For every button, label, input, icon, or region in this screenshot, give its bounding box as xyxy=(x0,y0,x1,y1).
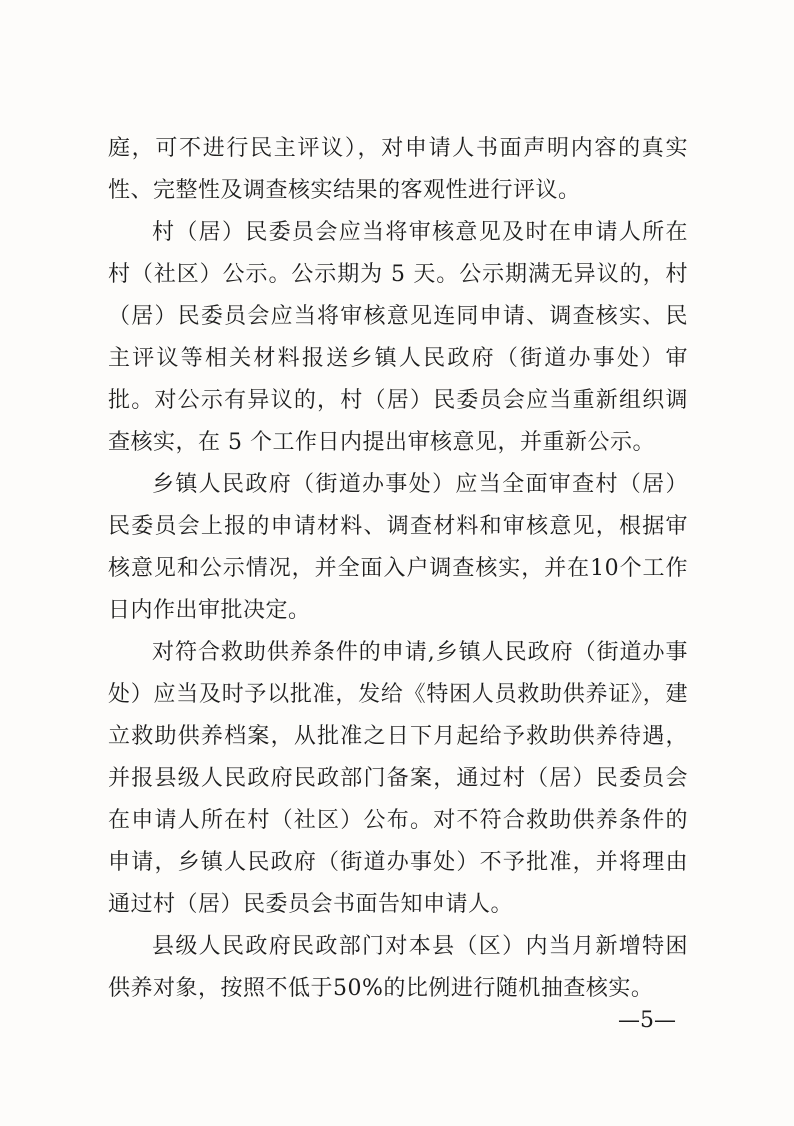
paragraph-township-review: 乡镇人民政府（街道办事处）应当全面审查村（居）民委员会上报的申请材料、调查材料和审核意见，根据审核意见和公示情况，并全面入户调查核实，并在10个工作日内作出审批决定。 xyxy=(108,472,688,623)
paragraph-approval: 对符合救助供养条件的申请,乡镇人民政府（街道办事处）应当及时予以批准，发给《特困人员救助供养证》，建立救助供养档案，从批准之日下月起给予救助供养待遇，并报县级人民政府民政部门备案，通过村（居）民委员会在申请人所在村（社区）公布。对不符合救助供养条件的申请，乡镇人民政府（街道办事处）不予批准，并将理由通过村（居）民委员会书面告知申请人。 xyxy=(108,640,688,917)
paragraph-evaluation: 庭，可不进行民主评议），对申请人书面声明内容的真实性、完整性及调查核实结果的客观性进行评议。 xyxy=(108,136,688,203)
document-body xyxy=(108,128,688,1010)
paragraph-spot-check: 县级人民政府民政部门对本县（区）内当月新增特困供养对象，按照不低于50%的比例进行随机抽查核实。 xyxy=(108,934,688,1001)
paragraph-public-notice: 村（居）民委员会应当将审核意见及时在申请人所在村（社区）公示。公示期为 5 天。公示期满无异议的，村（居）民委员会应当将审核意见连同申请、调查核实、民主评议等相关材料报送乡镇人民政府（街道办事处）审批。对公示有异议的，村（居）民委员会应当重新组织调查核实，在 5 个工作日内提出审核意见，并重新公示。 xyxy=(108,220,688,455)
page-number: —5— xyxy=(618,1008,676,1033)
